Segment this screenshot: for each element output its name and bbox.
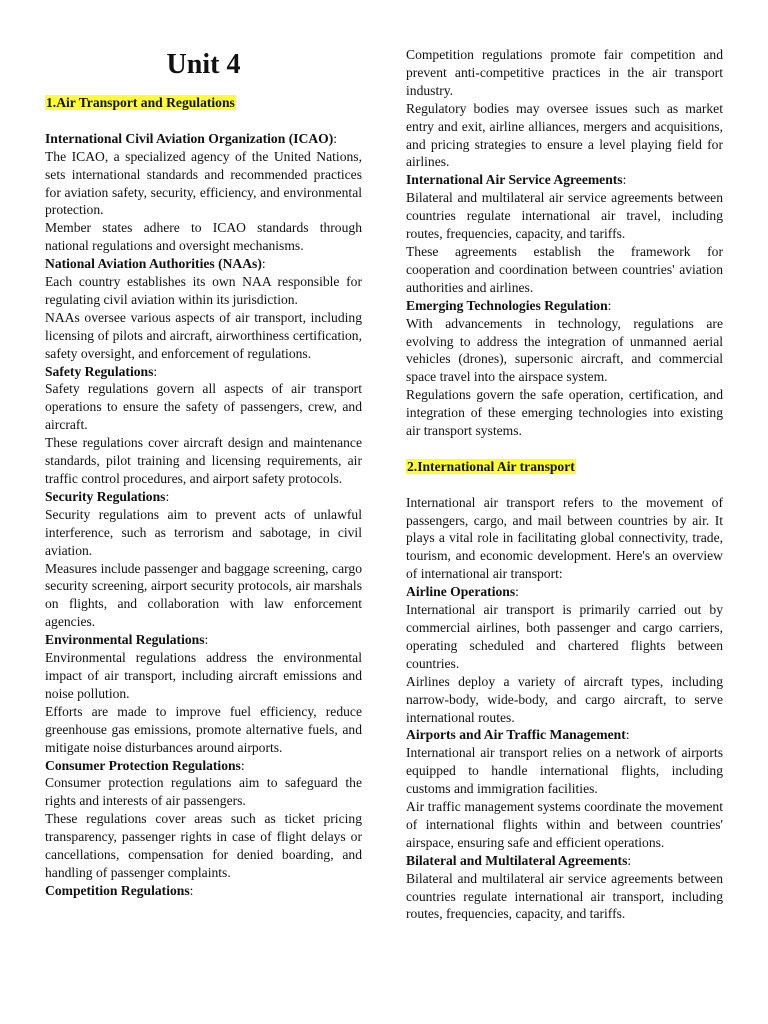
icao-paragraph-2: Member states adhere to ICAO standards through national regulations and oversight mechanisms. (45, 220, 362, 254)
unit-title: Unit 4 (166, 49, 241, 80)
competition-paragraph-1: Competition regulations promote fair competition and prevent anti-competitive practices in the air transport industry. (406, 47, 723, 98)
emerging-paragraph-2: Regulations govern the safe operation, certification, and integration of these emerging technologies into existing air transport systems. (406, 387, 723, 439)
emerging-heading: Emerging Technologies Regulation: (406, 297, 612, 313)
security-paragraph-1: Security regulations aim to prevent acts of unlawful interference, such as terrorism and sabotage, in civil aviation. (45, 506, 362, 558)
security-paragraph-2: Measures include passenger and baggage screening, cargo security screening, airport security protocols, air marshals on flights, and collaboration with law enforcement agencies. (45, 560, 362, 630)
highlighted-heading: 2.International Air transport (407, 458, 575, 474)
environmental-heading: Environmental Regulations: (45, 632, 209, 648)
naa-heading: National Aviation Authorities (NAAs): (45, 256, 266, 272)
icao-paragraph-1: The ICAO, a specialized agency of the United Nations, sets international standards and recommended practices for aviation safety, security, efficiency, and environmental protection. (45, 148, 362, 218)
bilateral-paragraph-1: Bilateral and multilateral air service agreements between countries regulate international air transport, including routes, frequencies, capacity, and tariffs. (406, 870, 723, 922)
airports-heading: Airports and Air Traffic Management: (406, 727, 630, 743)
left-column (45, 0, 362, 900)
right-column (406, 46, 723, 923)
airports-paragraph-2: Air traffic management systems coordinate the movement of international flights within and between countries' airspace, ensuring safe and efficient operations. (406, 799, 723, 850)
competition-paragraph-2: Regulatory bodies may oversee issues such as market entry and exit, airline alliances, mergers and acquisitions, and pricing strategies to ensure a level playing field for airlines. (406, 100, 723, 170)
section-2-heading (406, 458, 723, 476)
competition-heading: Competition Regulations: (45, 882, 194, 898)
safety-paragraph-2: These regulations cover aircraft design and maintenance standards, pilot training and licensing requirements, air traffic control procedures, and airport safety protocols. (45, 435, 362, 487)
iasa-heading: International Air Service Agreements: (406, 172, 627, 188)
environmental-paragraph-2: Efforts are made to improve fuel efficiency, reduce greenhouse gas emissions, promote alternative fuels, and mitigate noise disturbances around airports. (45, 703, 362, 755)
highlighted-heading: 1.Air Transport and Regulations (46, 95, 235, 110)
safety-heading: Safety Regulations: (45, 363, 158, 379)
emerging-paragraph-1: With advancements in technology, regulations are evolving to address the integration of unmanned aerial vehicles (drones), supersonic aircraft, and commercial space travel into the airspace system. (406, 315, 723, 385)
naa-paragraph-2: NAAs oversee various aspects of air transport, including licensing of pilots and aircraft, airworthiness certification, safety oversight, and enforcement of regulations. (45, 309, 362, 361)
naa-paragraph-1: Each country establishes its own NAA responsible for regulating civil aviation within its jurisdiction. (45, 274, 362, 307)
consumer-paragraph-2: These regulations cover areas such as ticket pricing transparency, passenger rights in case of flight delays or cancellations, compensation for denied boarding, and handling of passenger complaints. (45, 811, 362, 880)
airports-paragraph-1: International air transport relies on a network of airports equipped to handle international flights, including customs and immigration facilities. (406, 745, 723, 797)
airline-heading: Airline Operations: (406, 584, 519, 600)
intro-paragraph: International air transport refers to the movement of passengers, cargo, and mail between countries by air. It plays a vital role in facilitating global connectivity, trade, tourism, and economic development. Here's an overview of international air transport: (406, 494, 723, 582)
bilateral-heading: Bilateral and Multilateral Agreements: (406, 852, 632, 868)
consumer-paragraph-1: Consumer protection regulations aim to safeguard the rights and interests of air passengers. (45, 775, 362, 809)
iasa-paragraph-1: Bilateral and multilateral air service agreements between countries regulate international air travel, including routes, frequencies, capacity, and tariffs. (406, 190, 723, 242)
section-1-heading (45, 94, 362, 112)
icao-heading: International Civil Aviation Organization (ICAO): (45, 130, 338, 146)
airline-paragraph-1: International air transport is primarily carried out by commercial airlines, both passenger and cargo carriers, operating scheduled and chartered flights between countries. (406, 602, 723, 671)
iasa-paragraph-2: These agreements establish the framework for cooperation and coordination between countries' aviation authorities and airlines. (406, 243, 723, 295)
safety-paragraph-1: Safety regulations govern all aspects of air transport operations to ensure the safety of passengers, crew, and aircraft. (45, 381, 362, 433)
security-heading: Security Regulations: (45, 488, 170, 504)
airline-paragraph-2: Airlines deploy a variety of aircraft types, including narrow-body, wide-body, and cargo aircraft, to serve international routes. (406, 673, 723, 725)
environmental-paragraph-1: Environmental regulations address the environmental impact of air transport, including aircraft emissions and noise pollution. (45, 650, 362, 701)
consumer-heading: Consumer Protection Regulations: (45, 757, 245, 773)
